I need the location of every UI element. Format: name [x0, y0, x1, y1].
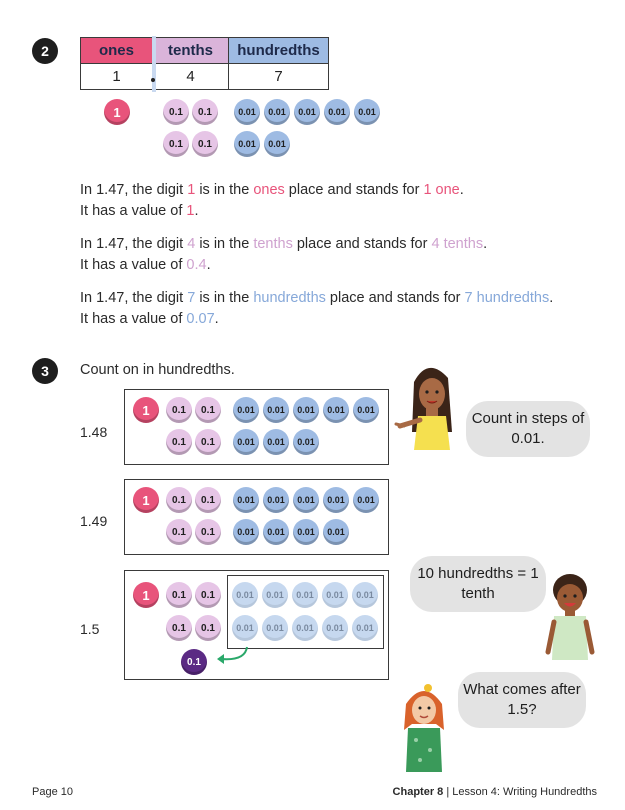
- ones-explanation: In 1.47, the digit 1 is in the ones place and stands for 1 one. It has a value of 1.: [80, 182, 464, 219]
- disc-box-1-49: [124, 479, 389, 555]
- hundredth-disc: 0.01: [293, 397, 319, 423]
- decimal-point: [151, 78, 155, 82]
- one-disc: 1: [133, 397, 159, 423]
- digit-hundredths: 7: [229, 64, 329, 90]
- one-disc: 1: [133, 582, 159, 608]
- tenth-disc: 0.1: [195, 487, 221, 513]
- hundredth-disc-faded: 0.01: [352, 615, 378, 641]
- boy-character-illustration: [544, 572, 596, 664]
- chapter-label: Chapter 8: [392, 786, 444, 798]
- tenth-disc: 0.1: [166, 615, 192, 641]
- girl-character-illustration: [392, 360, 464, 450]
- tenths-explanation: In 1.47, the digit 4 is in the tenths place and stands for 4 tenths. It has a value of 0.4.: [80, 236, 488, 273]
- hundredth-disc: 0.01: [323, 397, 349, 423]
- tenth-disc: 0.1: [166, 582, 192, 608]
- hundredth-disc-faded: 0.01: [262, 582, 288, 608]
- chapter-lesson-footer: [393, 786, 597, 798]
- tenth-disc: 0.1: [192, 99, 218, 125]
- hundredth-disc: 0.01: [323, 519, 349, 545]
- regroup-arrow-icon: [213, 645, 253, 667]
- hundredth-disc-faded: 0.01: [292, 615, 318, 641]
- tenth-disc: 0.1: [195, 582, 221, 608]
- hundredth-disc-faded: 0.01: [232, 582, 258, 608]
- hundredth-disc: 0.01: [293, 519, 319, 545]
- value-label-1-5: 1.5: [80, 621, 100, 637]
- hundredth-disc: 0.01: [234, 131, 260, 157]
- hundredth-disc: 0.01: [354, 99, 380, 125]
- header-ones: ones: [81, 38, 153, 64]
- tenth-disc: 0.1: [195, 397, 221, 423]
- speech-bubble-count-steps: Count in steps of 0.01.: [466, 401, 590, 457]
- decimal-divider: [152, 36, 156, 92]
- one-disc: 1: [133, 487, 159, 513]
- digit-tenths: 4: [153, 64, 229, 90]
- tenth-disc: 0.1: [195, 519, 221, 545]
- value-label-1-49: 1.49: [80, 513, 108, 529]
- instruction: Count on in hundredths.: [80, 362, 235, 378]
- hundredth-disc: 0.01: [233, 487, 259, 513]
- footer-separator: |: [446, 786, 450, 798]
- hundredth-disc: 0.01: [263, 429, 289, 455]
- hundredth-disc: 0.01: [324, 99, 350, 125]
- speech-bubble-hundredths-tenth: 10 hundredths = 1 tenth: [410, 556, 546, 612]
- speech-bubble-what-comes-after: What comes after 1.5?: [458, 672, 586, 728]
- hundredths-explanation: In 1.47, the digit 7 is in the hundredths place and stands for 7 hundredths. It has a value of 0.07.: [80, 290, 554, 327]
- hundredth-disc: 0.01: [263, 487, 289, 513]
- question-number-3: 3: [32, 358, 58, 384]
- redhead-character-illustration: [396, 680, 452, 772]
- hundredth-disc-faded: 0.01: [322, 615, 348, 641]
- disc-box-1-48: [124, 389, 389, 465]
- hundredth-disc: 0.01: [263, 519, 289, 545]
- hundredth-disc-faded: 0.01: [352, 582, 378, 608]
- hundredth-disc: 0.01: [264, 99, 290, 125]
- hundredth-disc: 0.01: [233, 429, 259, 455]
- lesson-title: Lesson 4: Writing Hundredths: [452, 786, 597, 798]
- tenth-disc: 0.1: [192, 131, 218, 157]
- question-number-2: 2: [32, 38, 58, 64]
- hundredth-disc: 0.01: [233, 519, 259, 545]
- page-number: Page 10: [32, 786, 73, 798]
- header-hundredths: hundredths: [229, 38, 329, 64]
- hundredth-disc-faded: 0.01: [322, 582, 348, 608]
- tenth-disc: 0.1: [166, 397, 192, 423]
- value-label-1-48: 1.48: [80, 424, 108, 440]
- hundredth-disc-faded: 0.01: [262, 615, 288, 641]
- tenth-disc: 0.1: [195, 615, 221, 641]
- disc-box-1-5: [124, 570, 389, 680]
- new-tenth-disc: 0.1: [181, 649, 207, 675]
- hundredth-disc-faded: 0.01: [292, 582, 318, 608]
- tenth-disc: 0.1: [163, 131, 189, 157]
- tenth-disc: 0.1: [166, 429, 192, 455]
- place-value-table: [80, 37, 329, 90]
- tenth-disc: 0.1: [195, 429, 221, 455]
- hundredth-disc: 0.01: [234, 99, 260, 125]
- hundredth-disc: 0.01: [264, 131, 290, 157]
- tenth-disc: 0.1: [166, 519, 192, 545]
- hundredth-disc-faded: 0.01: [232, 615, 258, 641]
- hundredth-disc: 0.01: [353, 397, 379, 423]
- hundredth-disc: 0.01: [294, 99, 320, 125]
- hundredth-disc: 0.01: [263, 397, 289, 423]
- tenth-disc: 0.1: [166, 487, 192, 513]
- tenth-disc: 0.1: [163, 99, 189, 125]
- digit-ones: 1: [81, 64, 153, 90]
- hundredth-disc: 0.01: [323, 487, 349, 513]
- one-disc: 1: [104, 99, 130, 125]
- header-tenths: tenths: [153, 38, 229, 64]
- hundredth-disc: 0.01: [293, 487, 319, 513]
- hundredth-disc: 0.01: [353, 487, 379, 513]
- hundredth-disc: 0.01: [293, 429, 319, 455]
- hundredth-disc: 0.01: [233, 397, 259, 423]
